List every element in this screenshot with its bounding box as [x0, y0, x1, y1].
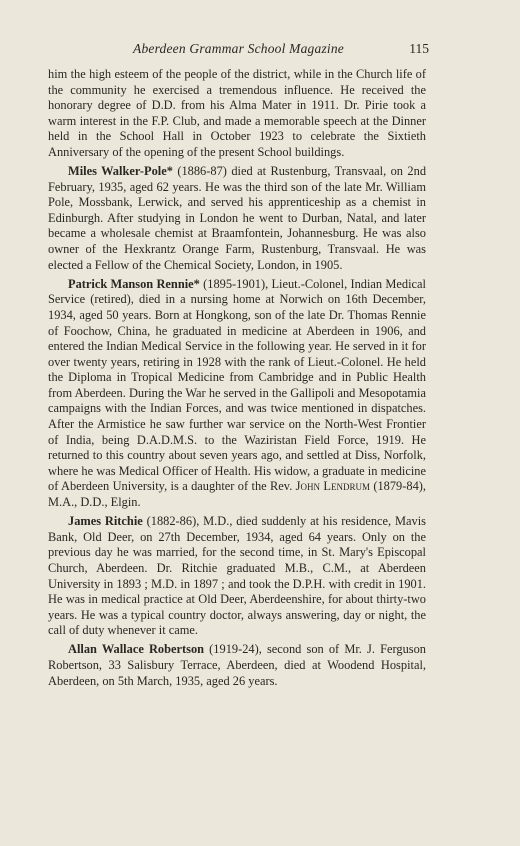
paragraph-text-after: (1879-84), M.A., D.D., Elgin. — [48, 479, 426, 510]
running-title: Aberdeen Grammar School Magazine — [133, 41, 344, 56]
paragraph-text: (1919-24), second son of Mr. J. Ferguson Robertson, 33 Salisbury Terrace, Aberdeen, died at Woodend Hospital, Aberdeen, on 5th March, 1935, aged 26 years. — [48, 642, 426, 688]
obituary-ritchie — [48, 514, 426, 639]
paragraph-text: him the high esteem of the people of the district, while in the Church life of the community he exercised a tremendous influence. He received the honorary degree of D.D. from his Alma Mater in 1911. Dr. Pirie took a warm interest in the F.P. Club, and made a memorable speech at the Dinner held in the School Hall in October 1923 to celebrate the Sixtieth Anniversary of the opening of the present School buildings. — [48, 67, 426, 159]
obituary-rennie — [48, 277, 426, 511]
obituary-name: James Ritchie — [68, 514, 143, 529]
paragraph-text: (1895-1901), Lieut.-Colonel, Indian Medical Service (retired), died in a nursing home at Norwich on 16th December, 1934, aged 50 years. Born at Hongkong, son of the late Dr. Thomas Rennie of Foochow, China, he graduated in medicine at Aberdeen in 1906, and entered the Indian Medical Service in the following year. He served in it for over twenty years, retiring in 1928 with the rank of Lieut.-Colonel. He held the Diploma in Tropical Medicine from Cambridge and in Public Health from Aberdeen. During the War he served in the Gallipoli and Mesopotamia campaigns with the Indian Forces, and was twice mentioned in dispatches. After the Armistice he saw further war service on the North-West Frontier of India, being D.A.D.M.S. to the Waziristan Field Force, 1919. He returned to this country about seven years ago, and settled at Diss, Norfolk, where he was Medical Officer of Health. His widow, a graduate in medicine of Aberdeen University, is a daughter of the Rev. — [48, 276, 426, 494]
paragraph-text: (1882-86), M.D., died suddenly at his residence, Mavis Bank, Old Deer, on 27th December, 1934, aged 64 years. Only on the previous day he was married, for the second time, in St. Mary's Episcopal Church, Aberdeen. Dr. Ritchie graduated M.B., C.M., at Aberdeen University in 1893 ; M.D. in 1897 ; and took the D.P.H. with credit in 1901. He was in medical practice at Old Deer, Aberdeenshire, for about thirty-two years. He was a typical country doctor, always answering, day or night, the call of duty whenever it came. — [48, 514, 426, 638]
obituary-continuation — [48, 67, 426, 161]
obituary-name: Patrick Manson Rennie* — [68, 276, 200, 291]
obituary-name: Allan Wallace Robertson — [68, 642, 205, 657]
small-caps-name: John Lendrum — [295, 479, 370, 494]
page-number: 115 — [409, 41, 429, 56]
page-header — [48, 41, 429, 59]
obituary-name: Miles Walker-Pole* — [68, 164, 173, 179]
page-body — [48, 67, 426, 693]
obituary-walker-pole — [48, 164, 426, 273]
obituary-robertson — [48, 642, 426, 689]
paragraph-text: (1886-87) died at Rustenburg, Transvaal, on 2nd February, 1935, aged 62 years. He was the third son of the late Mr. William Pole, Mossbank, Lerwick, and served his apprenticeship as a chemist in Edinburgh. After studying in London he went to Durban, Natal, and later became a wholesale chemist at Braamfontein, Johannesburg. He was also owner of the Hexkrantz Orange Farm, Rustenburg, Transvaal. He was elected a Fellow of the Chemical Society, London, in 1905. — [48, 164, 427, 272]
